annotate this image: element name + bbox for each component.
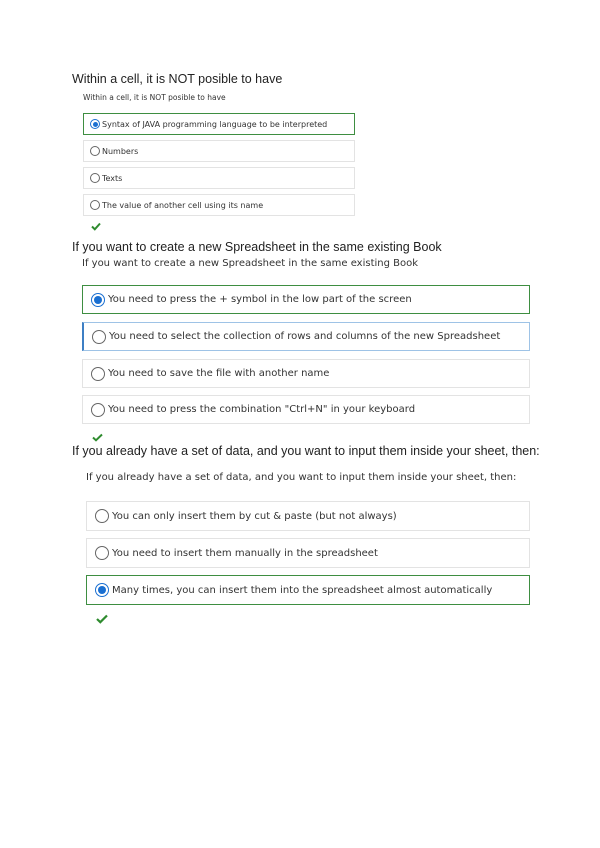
- option-label: Syntax of JAVA programming language to be interpreted: [102, 119, 328, 129]
- question-2-subtitle: If you want to create a new Spreadsheet in the same existing Book: [82, 258, 419, 269]
- check-icon: [91, 222, 101, 231]
- radio-icon[interactable]: [92, 330, 106, 344]
- option-label: You need to select the collection of rows and columns of the new Spreadsheet: [109, 331, 501, 342]
- question-1-option-4[interactable]: [83, 194, 355, 216]
- question-2-option-4[interactable]: [82, 395, 530, 424]
- radio-selected-icon[interactable]: [90, 119, 100, 129]
- question-3-option-1[interactable]: [86, 501, 530, 531]
- option-label: You can only insert them by cut & paste (but not always): [112, 510, 397, 522]
- radio-selected-icon[interactable]: [91, 293, 105, 307]
- radio-icon[interactable]: [91, 403, 105, 417]
- question-1-subtitle: Within a cell, it is NOT posible to have: [83, 93, 226, 102]
- question-3-heading: If you already have a set of data, and you want to input them inside your sheet, then:: [72, 444, 540, 458]
- question-3-option-3[interactable]: [86, 575, 530, 605]
- option-label: Many times, you can insert them into the spreadsheet almost automatically: [112, 584, 493, 596]
- option-label: You need to press the combination "Ctrl+N" in your keyboard: [108, 404, 416, 415]
- question-1-heading: Within a cell, it is NOT posible to have: [72, 72, 283, 86]
- option-label: You need to save the file with another name: [108, 368, 330, 379]
- question-1-option-1[interactable]: [83, 113, 355, 135]
- radio-selected-icon[interactable]: [95, 583, 109, 597]
- option-label: You need to press the + symbol in the low part of the screen: [108, 294, 412, 305]
- question-2-option-2[interactable]: [82, 322, 530, 351]
- question-1-option-2[interactable]: [83, 140, 355, 162]
- option-label: The value of another cell using its name: [102, 200, 264, 210]
- radio-icon[interactable]: [90, 146, 100, 156]
- radio-icon[interactable]: [90, 173, 100, 183]
- question-1-option-3[interactable]: [83, 167, 355, 189]
- question-2-heading: If you want to create a new Spreadsheet in the same existing Book: [72, 240, 442, 254]
- question-3-option-2[interactable]: [86, 538, 530, 568]
- check-icon: [92, 433, 103, 442]
- radio-icon[interactable]: [95, 509, 109, 523]
- option-label: Texts: [102, 173, 123, 183]
- radio-icon[interactable]: [95, 546, 109, 560]
- radio-icon[interactable]: [91, 367, 105, 381]
- radio-icon[interactable]: [90, 200, 100, 210]
- check-icon: [96, 614, 108, 624]
- question-2-option-3[interactable]: [82, 359, 530, 388]
- option-label: Numbers: [102, 146, 139, 156]
- option-label: You need to insert them manually in the spreadsheet: [112, 547, 378, 559]
- question-3-subtitle: If you already have a set of data, and you want to input them inside your sheet, then:: [86, 472, 517, 483]
- question-2-option-1[interactable]: [82, 285, 530, 314]
